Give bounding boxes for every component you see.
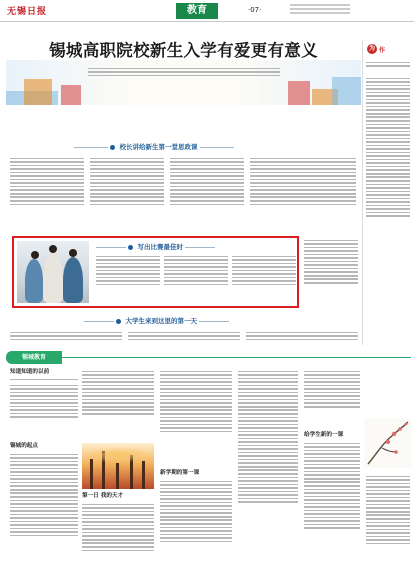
- article-title[interactable]: 第一日 我的天才: [82, 493, 124, 499]
- article-body: [82, 369, 154, 439]
- article-body: [160, 479, 232, 579]
- page-headline: 锡城高职院校新生入学有爱更有意义: [49, 41, 318, 60]
- bullet-icon: [116, 319, 121, 324]
- article-title[interactable]: 给学生新的一课: [304, 432, 344, 438]
- subhead-third-text: 大学生来到这里的第一天: [125, 317, 198, 325]
- right-col-bottom-text: [366, 474, 410, 580]
- article-body: [304, 369, 360, 429]
- story-third-col3: [246, 330, 358, 348]
- article-body: [304, 441, 360, 579]
- story-third-col1: [10, 330, 122, 348]
- article-body: [160, 369, 232, 465]
- story-first-col1: [10, 156, 84, 230]
- hero-banner: [6, 60, 361, 105]
- story-second-col1: [96, 254, 160, 304]
- lead-paragraph: [88, 66, 280, 78]
- date-block: [290, 4, 350, 16]
- story-third-col2: [128, 330, 240, 348]
- story-first-col2: [90, 156, 164, 230]
- highlighted-story-box[interactable]: [12, 236, 299, 308]
- article-body: [10, 383, 78, 437]
- bullet-icon: [110, 145, 115, 150]
- ink-painting: [364, 418, 412, 468]
- column-rule: [62, 357, 411, 358]
- subhead-second-text: 写出比赛最佳时: [137, 243, 184, 251]
- article-byline: [10, 377, 78, 382]
- column-divider: [362, 40, 363, 345]
- article-body: [82, 502, 154, 580]
- story-first-col4: [250, 156, 356, 230]
- story-second-col3: [232, 254, 296, 304]
- section-badge: 教育: [176, 3, 218, 19]
- plum-blossom-icon: [364, 418, 412, 468]
- bullet-icon: [128, 245, 133, 250]
- article-body: [238, 369, 298, 579]
- masthead: [0, 0, 414, 22]
- newspaper-logo: 无锡日报: [7, 7, 48, 17]
- article-body: [10, 452, 78, 580]
- story-second-col2: [164, 254, 228, 304]
- right-col-text: [366, 76, 410, 416]
- subhead-third: [84, 316, 304, 325]
- column-badge: 为: [368, 45, 375, 52]
- article-title[interactable]: 知道知道的以前: [10, 369, 50, 375]
- story-photo: [17, 241, 89, 303]
- subhead-first-text: 校长讲给新生第一堂思政课: [119, 143, 198, 151]
- autumn-illustration: [82, 443, 154, 489]
- subhead-second: [96, 242, 292, 251]
- article-title[interactable]: 新学期的第一课: [160, 470, 200, 476]
- page-number: ·07·: [248, 6, 262, 14]
- story-side: [304, 238, 358, 306]
- story-first-col3: [170, 156, 244, 230]
- subhead-first: [74, 142, 304, 151]
- column-title: [366, 60, 410, 69]
- column-badge-label: 作: [379, 47, 386, 54]
- column-header: 锡城教育: [6, 351, 62, 364]
- article-title[interactable]: 锡城的起点: [10, 443, 38, 449]
